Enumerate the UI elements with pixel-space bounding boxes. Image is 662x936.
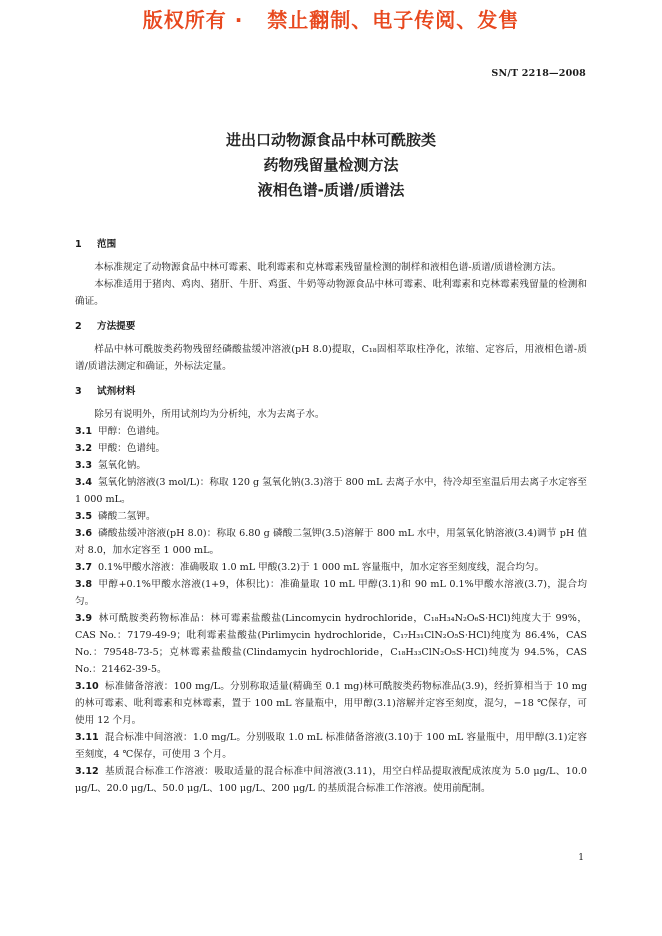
reagent-item (75, 457, 587, 474)
item-text: 氢氧化钠。 (98, 460, 146, 471)
copyright-watermark: 版权所有 · 禁止翻制、电子传阅、发售 (142, 8, 520, 32)
item-number: 3.8 (75, 579, 92, 590)
section-title: 范围 (97, 239, 117, 250)
section-number: 1 (75, 239, 82, 250)
item-number: 3.11 (75, 732, 99, 743)
reagents-intro-paragraph: 除另有说明外，所用试剂均为分析纯，水为去离子水。 (94, 409, 325, 420)
item-number: 3.4 (75, 477, 92, 488)
item-number: 3.9 (75, 613, 92, 624)
title-line-3: 液相色谱-质谱/质谱法 (257, 181, 405, 199)
reagent-item (75, 610, 587, 678)
item-text: 甲醇+0.1%甲酸水溶液(1+9，体积比)：准确量取 10 mL 甲醇(3.1)和 90 mL 0.1%甲酸水溶液(3.7)，混合均匀。 (75, 579, 587, 607)
item-number: 3.7 (75, 562, 92, 573)
section-title: 试剂材料 (97, 386, 136, 397)
reagent-item (75, 423, 587, 440)
section-heading-scope (75, 236, 587, 253)
reagent-item (75, 729, 587, 763)
item-number: 3.12 (75, 766, 99, 777)
item-number: 3.1 (75, 426, 92, 437)
item-text: 0.1%甲酸水溶液：准确吸取 1.0 mL 甲酸(3.2)于 1 000 mL 容量瓶中，加水定容至刻度线，混合均匀。 (98, 562, 545, 573)
item-text: 磷酸盐缓冲溶液(pH 8.0)：称取 6.80 g 磷酸二氢钾(3.5)溶解于 800 mL 水中，用氢氧化钠溶液(3.4)调节 pH 值对 8.0，加水定容至 1 000 mL。 (75, 528, 587, 556)
item-number: 3.10 (75, 681, 99, 692)
page-number: 1 (578, 853, 584, 863)
section-title: 方法提要 (97, 321, 136, 332)
item-text: 磷酸二氢钾。 (98, 511, 156, 522)
reagent-item (75, 763, 587, 797)
title-line-2: 药物残留量检测方法 (263, 156, 399, 174)
document-body (75, 228, 587, 797)
section-number: 2 (75, 321, 82, 332)
item-text: 基质混合标准工作溶液：吸取适量的混合标准中间溶液(3.11)，用空白样品提取液配成浓度为 5.0 μg/L、10.0 μg/L、20.0 μg/L、50.0 μg/L、100 μg/L、200 μg/L 的基质混合标准工作溶液。使用前配制。 (75, 766, 587, 794)
section-heading-method-summary (75, 318, 587, 335)
method-paragraph: 样品中林可酰胺类药物残留经磷酸盐缓冲溶液(pH 8.0)提取，C₁₈固相萃取柱净化，浓缩、定容后，用液相色谱-质谱/质谱法测定和确证，外标法定量。 (75, 344, 587, 372)
item-text: 甲酸：色谱纯。 (98, 443, 166, 454)
reagent-item (75, 440, 587, 457)
item-number: 3.2 (75, 443, 92, 454)
item-text: 混合标准中间溶液：1.0 mg/L。分别吸取 1.0 mL 标准储备溶液(3.10)于 100 mL 容量瓶中，用甲醇(3.1)定容至刻度，4 ℃保存，可使用 3 个月。 (75, 732, 587, 760)
document-title (0, 128, 662, 203)
title-line-1: 进出口动物源食品中林可酰胺类 (225, 131, 436, 149)
scope-paragraph-1: 本标准规定了动物源食品中林可霉素、吡利霉素和克林霉素残留量检测的制样和液相色谱-质谱/质谱检测方法。 (94, 262, 562, 273)
reagent-item (75, 678, 587, 729)
section-number: 3 (75, 386, 82, 397)
reagent-item (75, 508, 587, 525)
item-number: 3.5 (75, 511, 92, 522)
item-number: 3.6 (75, 528, 92, 539)
item-number: 3.3 (75, 460, 92, 471)
reagent-item (75, 559, 587, 576)
reagent-item (75, 474, 587, 508)
item-text: 林可酰胺类药物标准品：林可霉素盐酸盐(Lincomycin hydrochloride，C₁₈H₃₄N₂O₆S·HCl)纯度大于 99%，CAS No.：7179-49-9；吡利霉素盐酸盐(Pirlimycin hydrochloride，C₁₇H₃₁ClN₂O₅S·HCl)纯度为 86.4%，CAS No.：79548-73-5；克林霉素盐酸盐(Clindamycin hydrochloride，C₁₈H₃₃ClN₂O₅S·HCl)纯度为 94.5%，CAS No.：21462-39-5。 (75, 613, 587, 675)
reagent-item (75, 525, 587, 559)
scope-paragraph-2: 本标准适用于猪肉、鸡肉、猪肝、牛肝、鸡蛋、牛奶等动物源食品中林可霉素、吡利霉素和克林霉素残留量的检测和确证。 (75, 279, 587, 307)
standard-number: SN/T 2218—2008 (491, 68, 586, 79)
item-text: 标准储备溶液：100 mg/L。分别称取适量(精确至 0.1 mg)林可酰胺类药物标准品(3.9)，经折算相当于 10 mg 的林可霉素、吡利霉素和克林霉素，置于 100 mL 容量瓶中，用甲醇(3.1)溶解并定容至刻度，混匀，−18 ℃保存，可使用 12 个月。 (75, 681, 587, 726)
item-text: 氢氧化钠溶液(3 mol/L)：称取 120 g 氢氧化钠(3.3)溶于 800 mL 去离子水中，待冷却至室温后用去离子水定容至 1 000 mL。 (75, 477, 587, 505)
reagent-item (75, 576, 587, 610)
section-heading-reagents (75, 383, 587, 400)
item-text: 甲醇：色谱纯。 (98, 426, 166, 437)
